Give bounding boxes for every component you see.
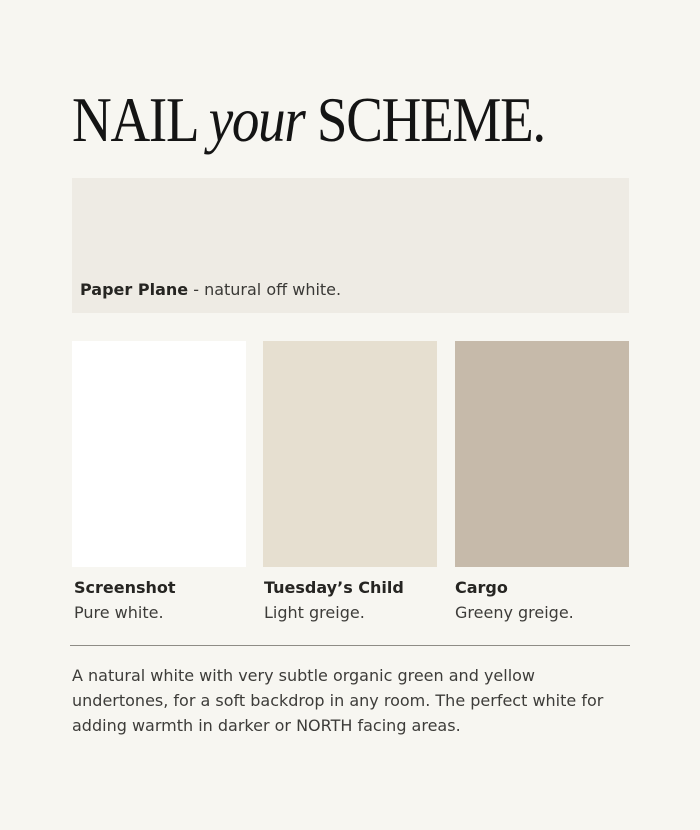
title-part-your: your <box>208 84 305 155</box>
divider <box>70 645 630 646</box>
swatch-label-cargo <box>455 576 574 625</box>
description-paragraph: A natural white with very subtle organic green and yellow undertones, for a soft backdrop in any room. The perfect white for adding warmth in darker or NORTH facing areas. <box>72 666 604 735</box>
swatch-name: Cargo <box>455 578 508 597</box>
hero-color-name: Paper Plane <box>80 280 189 299</box>
swatch-name: Tuesday’s Child <box>264 578 404 597</box>
swatch-description: Light greige. <box>264 603 365 622</box>
swatch-label-tuesdays-child <box>264 576 404 625</box>
title-part-scheme: SCHEME. <box>316 84 545 155</box>
page-title <box>72 84 545 156</box>
hero-color-description: natural off white. <box>204 280 342 299</box>
swatch-description: Greeny greige. <box>455 603 574 622</box>
swatch-description: Pure white. <box>74 603 164 622</box>
hero-swatch-paper-plane <box>72 178 629 313</box>
swatch-tuesdays-child <box>263 341 437 567</box>
swatch-screenshot <box>72 341 246 567</box>
title-part-nail: NAIL <box>72 84 197 155</box>
swatch-label-screenshot <box>74 576 176 625</box>
hero-caption <box>80 279 341 301</box>
hero-separator: - <box>188 280 205 299</box>
swatch-name: Screenshot <box>74 578 176 597</box>
swatch-cargo <box>455 341 629 567</box>
